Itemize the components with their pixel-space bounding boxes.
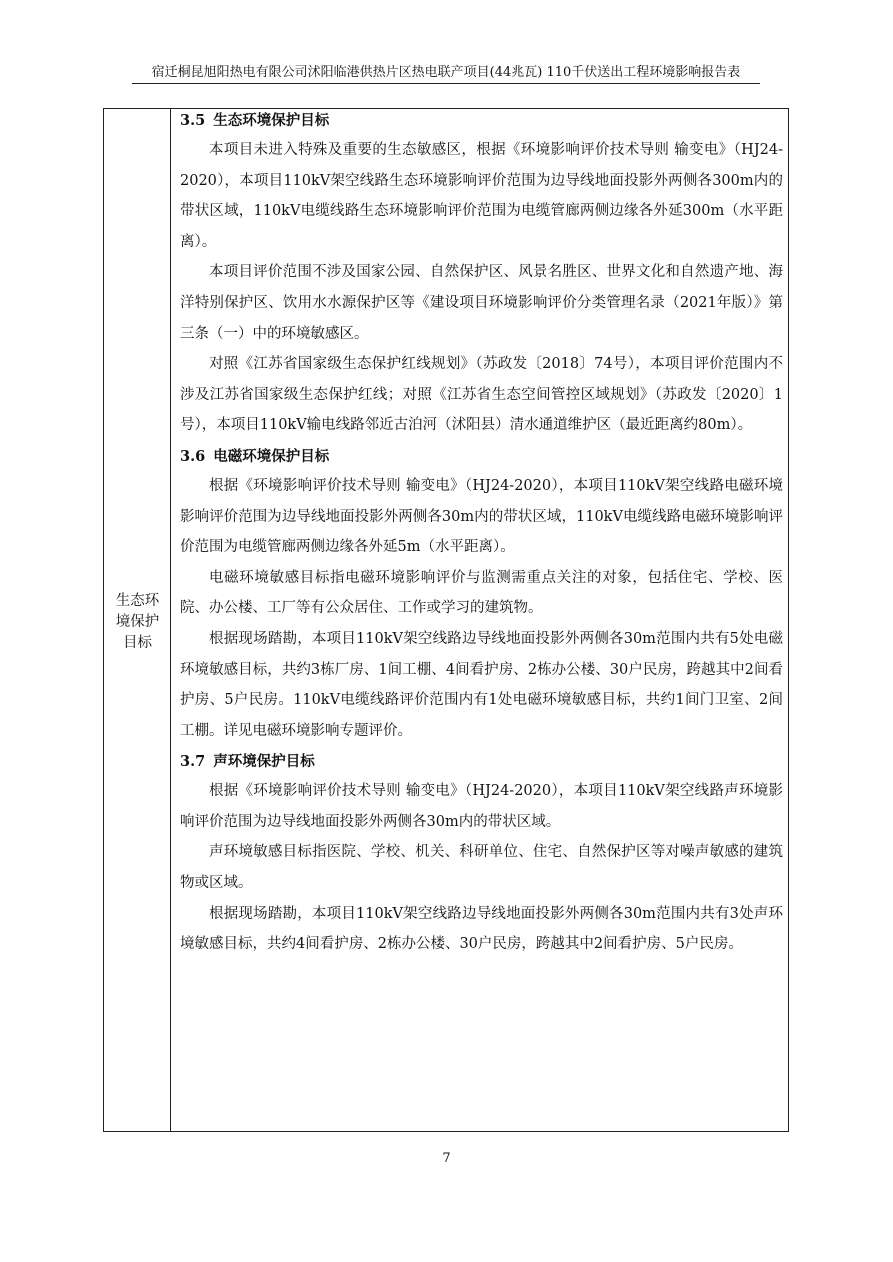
section-number: 3.6 [180, 447, 206, 465]
category-label [110, 591, 165, 654]
section-heading [180, 447, 783, 467]
content-column [180, 111, 783, 960]
paragraph: 根据现场踏勘，本项目110kV架空线路边导线地面投影外两侧各30m范围内共有5处电磁环境敏感目标，共约3栋厂房、1间工棚、4间看护房、2栋办公楼、30户民房，跨越其中2间看护房、5户民房。110kV电缆线路评价范围内有1处电磁环境敏感目标，共约1间门卫室、2间工棚。详见电磁环境影响专题评价。 [180, 630, 783, 739]
section-3-7 [180, 752, 783, 960]
category-label-line: 生态环 [115, 593, 160, 609]
section-number: 3.5 [180, 112, 206, 129]
category-label-line: 目标 [123, 635, 152, 651]
paragraph: 根据《环境影响评价技术导则 输变电》（HJ24-2020），本项目110kV架空线路电磁环境影响评价范围为边导线地面投影外两侧各30m内的带状区域，110kV电缆线路电磁环境影响评价范围为电缆管廊两侧边缘各外延5m（水平距离）。 [180, 477, 783, 556]
section-title: 声环境保护目标 [213, 753, 315, 771]
section-title: 电磁环境保护目标 [213, 447, 330, 465]
section-3-6 [180, 447, 783, 746]
paragraph: 根据《环境影响评价技术导则 输变电》（HJ24-2020），本项目110kV架空线路声环境影响评价范围为边导线地面投影外两侧各30m内的带状区域。 [180, 783, 783, 830]
page-number: 7 [442, 1151, 451, 1166]
category-label-line: 境保护 [115, 614, 160, 630]
section-number: 3.7 [180, 753, 206, 771]
paragraph: 对照《江苏省国家级生态保护红线规划》（苏政发〔2018〕74号），本项目评价范围内不涉及江苏省国家级生态保护红线；对照《江苏省生态空间管控区域规划》（苏政发〔2020〕1号），本项目110kV输电线路邻近古泊河（沭阳县）清水通道维护区（最近距离约80m）。 [180, 356, 783, 434]
category-column [104, 109, 171, 1131]
paragraph: 根据现场踏勘，本项目110kV架空线路边导线地面投影外两侧各30m范围内共有3处声环境敏感目标，共约4间看护房、2栋办公楼、30户民房，跨越其中2间看护房、5户民房。 [180, 905, 783, 953]
paragraph: 本项目未进入特殊及重要的生态敏感区，根据《环境影响评价技术导则 输变电》（HJ24-2020），本项目110kV架空线路生态环境影响评价范围为边导线地面投影外两侧各300m内的带状区域，110kV电缆线路生态环境影响评价范围为电缆管廊两侧边缘各外延300m（水平距离）。 [180, 142, 783, 250]
paragraph: 声环境敏感目标指医院、学校、机关、科研单位、住宅、自然保护区等对噪声敏感的建筑物或区域。 [180, 844, 783, 892]
paragraph: 本项目评价范围不涉及国家公园、自然保护区、风景名胜区、世界文化和自然遗产地、海洋特别保护区、饮用水水源保护区等《建设项目环境影响评价分类管理名录（2021年版）》第三条（一）中的环境敏感区。 [180, 264, 783, 342]
section-3-5 [180, 111, 783, 441]
paragraph: 电磁环境敏感目标指电磁环境影响评价与监测需重点关注的对象，包括住宅、学校、医院、办公楼、工厂等有公众居住、工作或学习的建筑物。 [180, 569, 783, 617]
section-heading [180, 111, 783, 131]
section-heading [180, 752, 783, 772]
content-table [103, 108, 789, 1132]
report-header: 宿迁桐昆旭阳热电有限公司沭阳临港供热片区热电联产项目(44兆瓦) 110千伏送出工程环境影响报告表 [132, 64, 760, 84]
section-title: 生态环境保护目标 [213, 112, 330, 129]
